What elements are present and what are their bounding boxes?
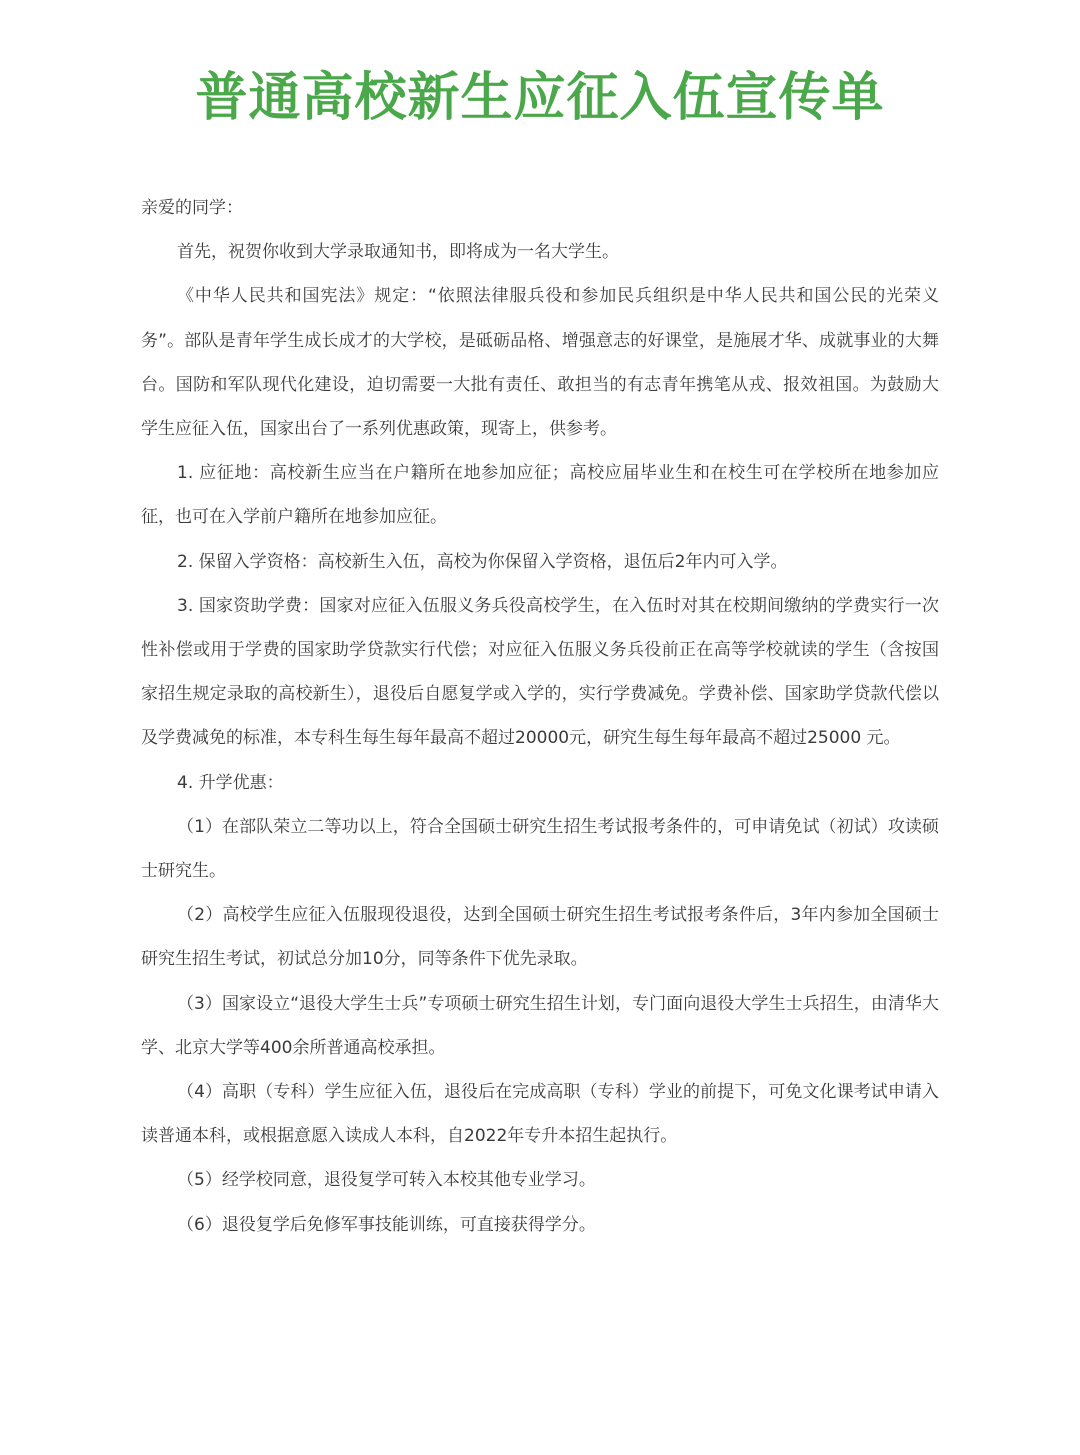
policy-tuition-aid: 3. 国家资助学费：国家对应征入伍服义务兵役高校学生，在入伍时对其在校期间缴纳的学费实行一次性补偿或用于学费的国家助学贷款实行代偿；对应征入伍服义务兵役前正在高等学校就读的学生（含按国家招生规定录取的高校新生），退役后自愿复学或入学的，实行学费减免。学费补偿、国家助学贷款代偿以及学费减免的标准，本专科生每生每年最高不超过20000元，研究生每生每年最高不超过25000 元。 xyxy=(141,595,939,749)
policy-retain-admission: 2. 保留入学资格：高校新生入伍，高校为你保留入学资格，退伍后2年内可入学。 xyxy=(177,551,788,572)
further-study-item-2: （2）高校学生应征入伍服现役退役，达到全国硕士研究生招生考试报考条件后，3年内参加全国硕士研究生招生考试，初试总分加10分，同等条件下优先录取。 xyxy=(141,905,939,970)
further-study-item-5: （5）经学校同意，退役复学可转入本校其他专业学习。 xyxy=(177,1170,596,1191)
paragraph-constitution: 《中华人民共和国宪法》规定：“依照法律服兵役和参加民兵组织是中华人民共和国公民的光荣义务”。部队是青年学生成长成才的大学校，是砥砺品格、增强意志的好课堂，是施展才华、成就事业的大舞台。国防和军队现代化建设，迫切需要一大批有责任、敢担当的有志青年携笔从戎、报效祖国。为鼓励大学生应征入伍，国家出台了一系列优惠政策，现寄上，供参考。 xyxy=(141,286,939,440)
page-title: 普通高校新生应征入伍宣传单 xyxy=(195,67,885,128)
further-study-item-3: （3）国家设立“退役大学生士兵”专项硕士研究生招生计划，专门面向退役大学生士兵招生，由清华大学、北京大学等400余所普通高校承担。 xyxy=(141,993,939,1058)
flyer-body xyxy=(141,186,939,1247)
policy-enlistment-location: 1. 应征地：高校新生应当在户籍所在地参加应征；高校应届毕业生和在校生可在学校所在地参加应征，也可在入学前户籍所在地参加应征。 xyxy=(141,463,939,528)
further-study-item-4: （4）高职（专科）学生应征入伍，退役后在完成高职（专科）学业的前提下，可免文化课考试申请入读普通本科，或根据意愿入读成人本科，自2022年专升本招生起执行。 xyxy=(141,1082,939,1147)
policy-further-study-heading: 4. 升学优惠： xyxy=(177,772,284,793)
paragraph-congratulations: 首先，祝贺你收到大学录取通知书，即将成为一名大学生。 xyxy=(177,242,619,263)
further-study-item-6: （6）退役复学后免修军事技能训练，可直接获得学分。 xyxy=(177,1214,596,1235)
greeting: 亲爱的同学： xyxy=(141,198,243,218)
further-study-item-1: （1）在部队荣立二等功以上，符合全国硕士研究生招生考试报考条件的，可申请免试（初试）攻读硕士研究生。 xyxy=(141,816,939,882)
